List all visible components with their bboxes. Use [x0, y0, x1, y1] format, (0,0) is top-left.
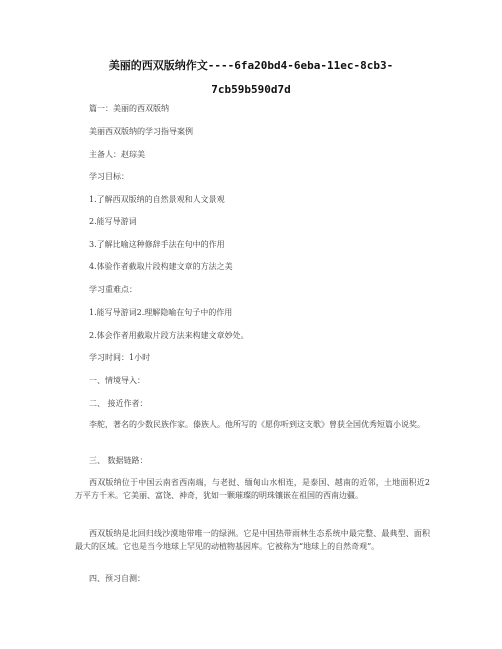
section-4-heading: 四、预习自测：	[89, 574, 145, 583]
objective-item-1: 1.了解西双版纳的自然景观和人文景观	[89, 195, 225, 204]
document-title-line2: 7cb59b590d7d	[211, 83, 291, 96]
section-2-heading: 二、 接近作者：	[89, 399, 148, 408]
geography-paragraph-1: 西双版纳位于中国云南省西南端，与老挝、缅甸山水相连，是泰国、越南的近邻，土地面积近2万平方千米。它美丽、富饶、神奇，犹如一颗璀璨的明珠镶嵌在祖国的西南边疆。	[75, 478, 430, 500]
author-paragraph: 李舵，著名的少数民族作家。傣族人。他所写的《愿你听到这支歌》曾获全国优秀短篇小说奖。	[89, 420, 425, 429]
preparer-line: 主备人：赵琮美	[89, 150, 145, 159]
key-points-heading: 学习重难点：	[89, 285, 137, 294]
objectives-heading: 学习目标：	[89, 172, 129, 181]
article-heading: 篇一：美丽的西双版纳	[89, 104, 169, 113]
case-title: 美丽西双版纳的学习指导案例	[89, 127, 193, 136]
objective-item-3: 3.了解比喻这种修辞手法在句中的作用	[89, 240, 225, 249]
objective-item-2: 2.能写导游词	[89, 217, 137, 226]
document-title-line1: 美丽的西双版纳作文----6fa20bd4-6eba-11ec-8cb3-	[108, 59, 394, 72]
objective-item-4: 4.体验作者截取片段构建文章的方法之美	[89, 262, 233, 271]
key-point-item-2: 2.体会作者用截取片段方法来构建文章妙处。	[89, 331, 249, 340]
section-3-heading: 三、 数据链路：	[89, 456, 148, 465]
study-time-line: 学习时间：1小时	[89, 353, 151, 362]
key-point-item-1: 1.能写导游词2.理解隐喻在句子中的作用	[89, 308, 233, 317]
geography-paragraph-2: 西双版纳是北回归线沙漠地带唯一的绿洲。它是中国热带雨林生态系统中最完整、最典型、面积最大的区域。它也是当今地球上罕见的动植物基因库。它被称为“地球上的自然奇观”。	[75, 529, 430, 551]
section-1-heading: 一、情境导入：	[89, 376, 145, 385]
